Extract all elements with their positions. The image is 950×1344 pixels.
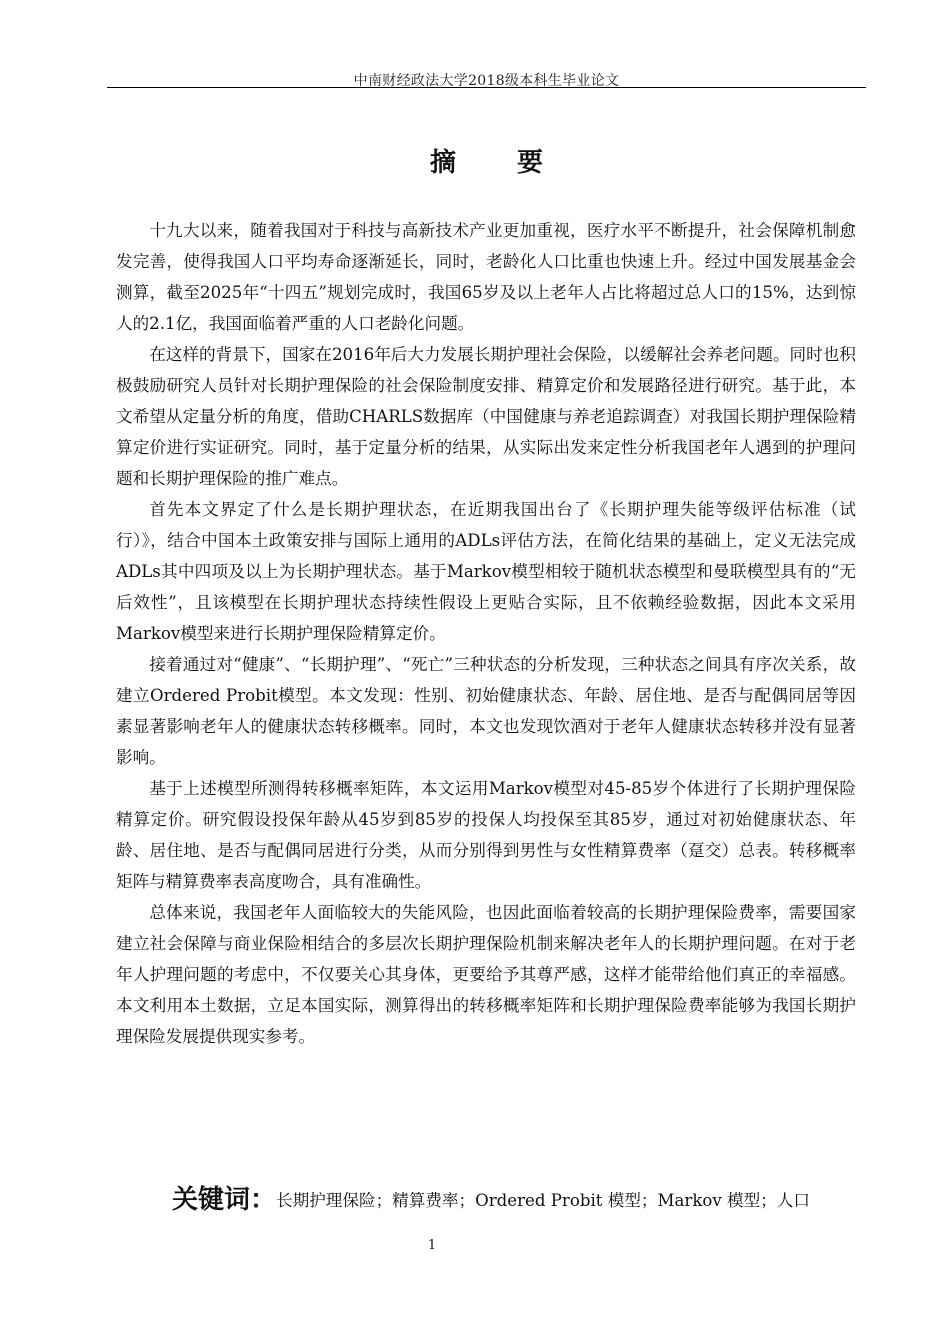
keywords-line [172,1180,862,1221]
abstract-paragraph-3: 首先本文界定了什么是长期护理状态，在近期我国出台了《长期护理失能等级评估标准（试行）》，结合中国本土政策安排与国际上通用的ADLs评估方法，在简化结果的基础上，定义无法完成ADLs其中四项及以上为长期护理状态。基于Markov模型相较于随机状态模型和曼联模型具有的“无后效性”，且该模型在长期护理状态持续性假设上更贴合实际，且不依赖经验数据，因此本文采用Markov模型来进行长期护理保险精算定价。 [116,500,856,643]
abstract-body [116,215,856,1052]
abstract-paragraph-4: 接着通过对“健康”、“长期护理”、“死亡”三种状态的分析发现，三种状态之间具有序次关系，故建立Ordered Probit模型。本文发现：性别、初始健康状态、年龄、居住地、是否与配偶同居等因素显著影响老年人的健康状态转移概率。同时，本文也发现饮酒对于老年人健康状态转移并没有显著影响。 [116,655,856,767]
abstract-paragraph-2: 在这样的背景下，国家在2016年后大力发展长期护理社会保险，以缓解社会养老问题。同时也积极鼓励研究人员针对长期护理保险的社会保险制度安排、精算定价和发展路径进行研究。基于此，本文希望从定量分析的角度，借助CHARLS数据库（中国健康与养老追踪调查）对我国长期护理保险精算定价进行实证研究。同时，基于定量分析的结果，从实际出发来定性分析我国老年人遇到的护理问题和长期护理保险的推广难点。 [116,345,856,488]
keywords-label: 关键词： [172,1185,277,1215]
abstract-title: 摘 要 [429,148,570,178]
keywords-text: 长期护理保险；精算费率；Ordered Probit 模型；Markov 模型；人口 [276,1191,810,1210]
page-number: 1 [427,1238,437,1253]
abstract-paragraph-1: 十九大以来，随着我国对于科技与高新技术产业更加重视，医疗水平不断提升，社会保障机制愈发完善，使得我国人口平均寿命逐渐延长，同时，老龄化人口比重也快速上升。经过中国发展基金会测算，截至2025年“十四五”规划完成时，我国65岁及以上老年人占比将超过总人口的15%，达到惊人的2.1亿，我国面临着严重的人口老龄化问题。 [116,221,856,333]
abstract-paragraph-5: 基于上述模型所测得转移概率矩阵，本文运用Markov模型对45-85岁个体进行了长期护理保险精算定价。研究假设投保年龄从45岁到85岁的投保人均投保至其85岁，通过对初始健康状态、年龄、居住地、是否与配偶同居进行分类，从而分别得到男性与女性精算费率（趸交）总表。转移概率矩阵与精算费率表高度吻合，具有准确性。 [116,779,856,891]
abstract-paragraph-6: 总体来说，我国老年人面临较大的失能风险，也因此面临着较高的长期护理保险费率，需要国家建立社会保障与商业保险相结合的多层次长期护理保险机制来解决老年人的长期护理问题。在对于老年人护理问题的考虑中，不仅要关心其身体，更要给予其尊严感，这样才能带给他们真正的幸福感。本文利用本土数据，立足本国实际，测算得出的转移概率矩阵和长期护理保险费率能够为我国长期护理保险发展提供现实参考。 [116,903,856,1046]
page-header: 中南财经政法大学2018级本科生毕业论文 [353,73,620,89]
header-divider [107,87,866,88]
